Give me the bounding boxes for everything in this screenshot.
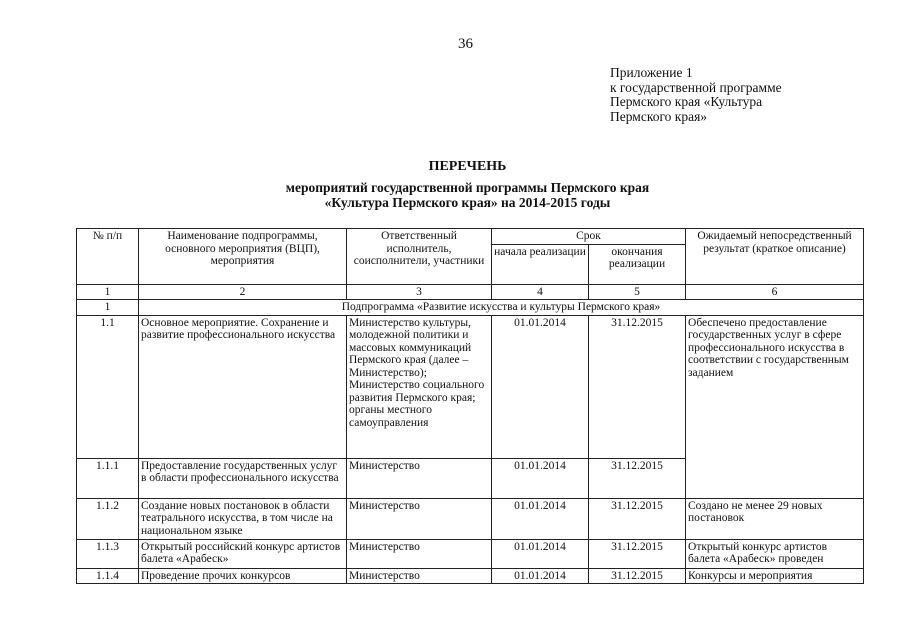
row-start-date: 01.01.2014 bbox=[492, 568, 589, 584]
measures-table bbox=[76, 228, 864, 584]
row-end-date: 31.12.2015 bbox=[589, 568, 686, 584]
column-number: 2 bbox=[139, 284, 347, 300]
row-num: 1.1.4 bbox=[77, 568, 139, 584]
column-number: 1 bbox=[77, 284, 139, 300]
row-name: Основное мероприятие. Сохранение и развитие профессионального искусства bbox=[139, 315, 347, 458]
row-end-date: 31.12.2015 bbox=[589, 498, 686, 539]
column-number: 3 bbox=[347, 284, 492, 300]
table-row bbox=[77, 315, 864, 458]
row-name: Предоставление государственных услуг в области профессионального искусства bbox=[139, 458, 347, 498]
row-num: 1.1.1 bbox=[77, 458, 139, 498]
row-result: Обеспечено предоставление государственных услуг в сфере профессионального искусства в соответствии с государственным заданием bbox=[686, 315, 864, 498]
appendix-line: Пермского края» bbox=[610, 108, 708, 124]
subtitle-line: «Культура Пермского края» на 2014-2015 годы bbox=[324, 194, 611, 210]
row-responsible: Министерство культуры, молодежной политики и массовых коммуникаций Пермского края (далее – Министерство); Министерство социального развития Пермского края; органы местного самоуправления bbox=[347, 315, 492, 458]
header-end: окончания реализации bbox=[589, 244, 686, 284]
subprogram-title: Подпрограмма «Развитие искусства и культуры Пермского края» bbox=[139, 300, 864, 316]
column-number: 5 bbox=[589, 284, 686, 300]
row-start-date: 01.01.2014 bbox=[492, 315, 589, 458]
table-header-row bbox=[77, 229, 864, 245]
appendix-line: к государственной программе bbox=[610, 79, 782, 95]
appendix-note bbox=[610, 66, 782, 124]
row-start-date: 01.01.2014 bbox=[492, 498, 589, 539]
column-number-row bbox=[77, 284, 864, 300]
table-row bbox=[77, 568, 864, 584]
subprogram-num: 1 bbox=[77, 300, 139, 316]
row-num: 1.1 bbox=[77, 315, 139, 458]
header-name: Наименование подпрограммы, основного мероприятия (ВЦП), мероприятия bbox=[139, 229, 347, 285]
row-end-date: 31.12.2015 bbox=[589, 458, 686, 498]
row-result: Открытый конкурс артистов балета «Арабеск» проведен bbox=[686, 539, 864, 568]
header-responsible: Ответственный исполнитель, соисполнители, участники bbox=[347, 229, 492, 285]
header-start: начала реализации bbox=[492, 244, 589, 284]
document-subtitle bbox=[0, 181, 905, 210]
row-name: Проведение прочих конкурсов bbox=[139, 568, 347, 584]
row-start-date: 01.01.2014 bbox=[492, 458, 589, 498]
row-name: Открытый российский конкурс артистов балета «Арабеск» bbox=[139, 539, 347, 568]
table-row bbox=[77, 539, 864, 568]
column-number: 6 bbox=[686, 284, 864, 300]
subprogram-row bbox=[77, 300, 864, 316]
row-responsible: Министерство bbox=[347, 498, 492, 539]
header-term: Срок bbox=[492, 229, 686, 245]
document-title: ПЕРЕЧЕНЬ bbox=[428, 159, 507, 174]
row-num: 1.1.2 bbox=[77, 498, 139, 539]
row-name: Создание новых постановок в области театрального искусства, в том числе на национальном языке bbox=[139, 498, 347, 539]
header-result: Ожидаемый непосредственный результат (краткое описание) bbox=[686, 229, 864, 285]
page-number: 36 bbox=[458, 36, 473, 52]
row-start-date: 01.01.2014 bbox=[492, 539, 589, 568]
row-responsible: Министерство bbox=[347, 539, 492, 568]
row-result: Конкурсы и мероприятия bbox=[686, 568, 864, 584]
header-num: № п/п bbox=[77, 229, 139, 285]
column-number: 4 bbox=[492, 284, 589, 300]
row-responsible: Министерство bbox=[347, 568, 492, 584]
subtitle-line: мероприятий государственной программы Пермского края bbox=[285, 180, 650, 195]
row-end-date: 31.12.2015 bbox=[589, 539, 686, 568]
appendix-line: Приложение 1 bbox=[610, 65, 693, 80]
row-end-date: 31.12.2015 bbox=[589, 315, 686, 458]
row-result: Создано не менее 29 новых постановок bbox=[686, 498, 864, 539]
appendix-line: Пермского края «Культура bbox=[610, 94, 763, 109]
table-row bbox=[77, 498, 864, 539]
row-num: 1.1.3 bbox=[77, 539, 139, 568]
row-responsible: Министерство bbox=[347, 458, 492, 498]
